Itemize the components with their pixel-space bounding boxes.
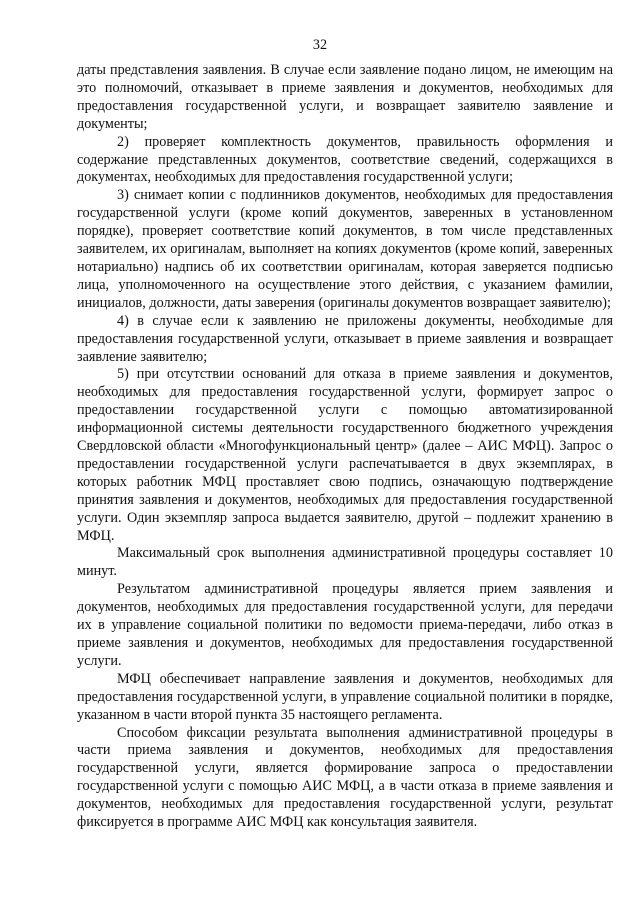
- paragraph-item-2: 2) проверяет комплектность документов, правильность оформления и содержание представленных документов, соответствие сведений, содержащихся в документах, необходимых для предоставления государственной услуги;: [77, 133, 613, 186]
- document-body: [77, 62, 613, 832]
- paragraph-item-4: 4) в случае если к заявлению не приложены документы, необходимые для предоставления государственной услуги, отказывает в приеме заявления и возвращает заявление заявителю;: [77, 312, 613, 365]
- paragraph-max-duration: Максимальный срок выполнения административной процедуры составляет 10 минут.: [77, 545, 613, 580]
- paragraph-mfc-forwarding: МФЦ обеспечивает направление заявления и документов, необходимых для предоставления государственной услуги, в управление социальной политики в порядке, указанном в части второй пункта 35 настоящего регламента.: [77, 670, 613, 723]
- page-number: 32: [312, 37, 328, 53]
- paragraph-item-3: 3) снимает копии с подлинников документов, необходимых для предоставления государственной услуги (кроме копий документов, заверенных в установленном порядке), проверяет соответствие копий документов, в том числе представленных заявителем, их оригиналам, выполняет на копиях документов (кроме копий, заверенных нотариально) надпись об их соответствии оригиналам, которая заверяется подписью лица, уполномоченного на осуществление этого действия, с указанием фамилии, инициалов, должности, даты заверения (оригиналы документов возвращает заявителю);: [77, 187, 613, 311]
- paragraph-procedure-result: Результатом административной процедуры является прием заявления и документов, необходимых для предоставления государственной услуги, для передачи их в управление социальной политики по ведомости приема-передачи, либо отказ в приеме заявления и документов, необходимых для предоставления государственной услуги.: [77, 581, 613, 669]
- paragraph-result-recording: Способом фиксации результата выполнения административной процедуры в части приема заявления и документов, необходимых для предоставления государственной услуги, является формирование запроса о предоставлении государственной услуги с помощью АИС МФЦ, а в части отказа в приеме заявления и документов, необходимых для предоставления государственной услуги, результат фиксируется в программе АИС МФЦ как консультация заявителя.: [77, 724, 613, 831]
- paragraph-continuation: даты представления заявления. В случае если заявление подано лицом, не имеющим на это полномочий, отказывает в приеме заявления и документов, необходимых для предоставления государственной услуги, и возвращает заявителю заявление и документы;: [77, 62, 613, 132]
- paragraph-item-5: 5) при отсутствии оснований для отказа в приеме заявления и документов, необходимых для предоставления государственной услуги, формирует запрос о предоставлении государственной услуги с помощью автоматизированной информационной системы деятельности государственного бюджетного учреждения Свердловской области «Многофункциональный центр» (далее – АИС МФЦ). Запрос о предоставлении государственной услуги распечатывается в двух экземплярах, в которых работник МФЦ проставляет свою подпись, означающую подтверждение принятия заявления и документов, необходимых для предоставления государственной услуги. Один экземпляр запроса выдается заявителю, другой – подлежит хранению в МФЦ.: [77, 366, 613, 544]
